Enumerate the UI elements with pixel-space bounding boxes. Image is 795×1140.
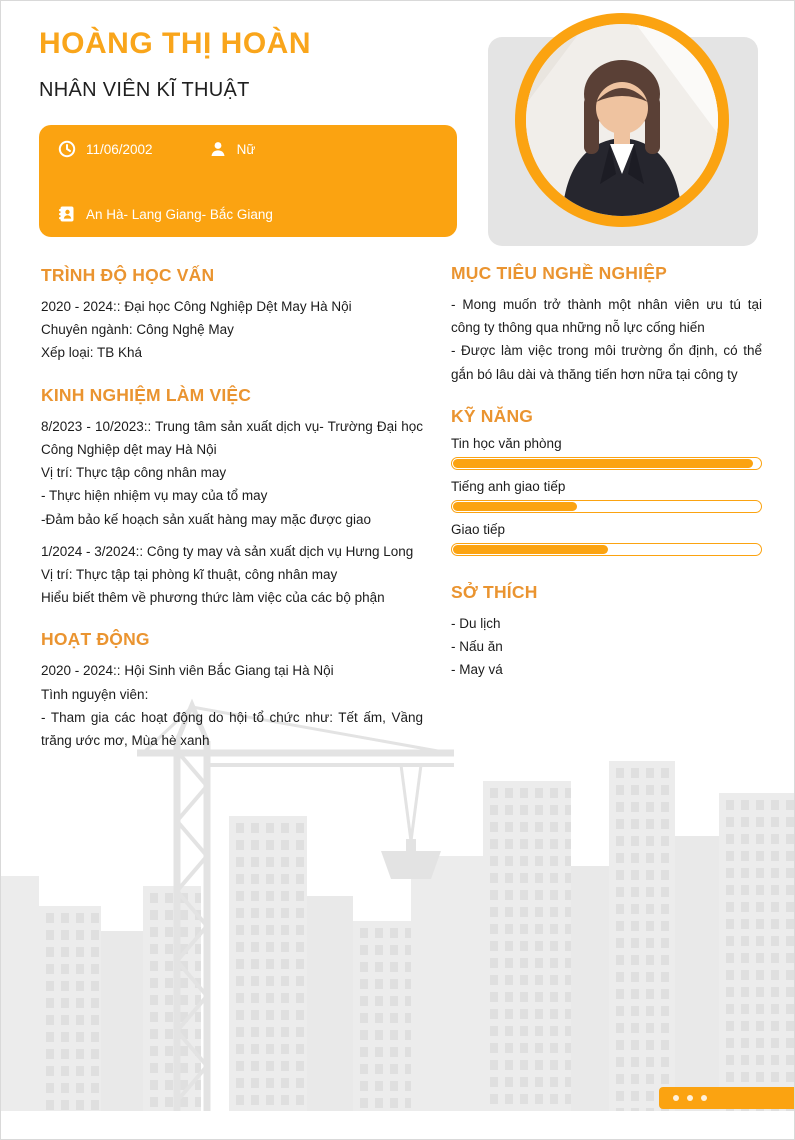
person-icon <box>209 140 227 158</box>
contact-card <box>39 125 457 237</box>
hobby-line: - Nấu ăn <box>451 639 503 655</box>
activity-line: - Tham gia các hoạt động do hội tổ chức như: Tết ấm, Vầng trăng ước mơ, Mùa hè xanh <box>41 709 423 749</box>
page-title: HOÀNG THỊ HOÀN <box>39 27 311 60</box>
job-title: NHÂN VIÊN KĨ THUẬT <box>39 79 250 101</box>
building <box>675 836 719 1111</box>
building <box>39 906 101 1111</box>
skill-label: Tiếng anh giao tiếp <box>451 478 566 494</box>
skill-item <box>451 479 762 513</box>
hobbies-heading: SỞ THÍCH <box>451 581 538 602</box>
section-education <box>41 265 423 365</box>
experience-period: 1/2024 - 3/2024:: Công ty may và sản xuất dịch vụ Hưng Long <box>41 543 414 559</box>
address-book-icon <box>58 205 76 223</box>
experience-heading: KINH NGHIỆM LÀM VIỆC <box>41 384 252 405</box>
skill-bar-fill <box>453 459 753 468</box>
skill-label: Tin học văn phòng <box>451 435 562 451</box>
section-experience <box>41 385 423 610</box>
building <box>609 761 675 1111</box>
skill-bar <box>451 543 762 556</box>
education-line: Chuyên ngành: Công Nghệ May <box>41 322 234 338</box>
experience-period: 8/2023 - 10/2023:: Trung tâm sản xuất dịch vụ- Trường Đại học Công Nghiệp dệt may Hà Nội <box>41 418 423 457</box>
avatar <box>526 24 718 216</box>
birth-date: 11/06/2002 <box>86 141 153 157</box>
clock-icon <box>58 140 76 158</box>
experience-detail: Vị trí: Thực tập tại phòng kĩ thuật, công nhân may <box>41 566 338 582</box>
section-hobbies <box>451 582 762 682</box>
experience-detail: -Đảm bảo kế hoạch sản xuất hàng may mặc được giao <box>41 511 372 527</box>
profile-photo <box>515 13 729 227</box>
section-activities <box>41 629 423 752</box>
left-column <box>41 265 423 772</box>
footer-accent-bar <box>659 1087 794 1109</box>
contact-row <box>58 205 273 223</box>
gender-item <box>209 140 256 158</box>
activity-line: Tình nguyện viên: <box>41 686 149 702</box>
objective-line: - Được làm việc trong môi trường ổn định, có thể gắn bó lâu dài và thăng tiến hơn nữa tại công ty <box>451 343 762 382</box>
building <box>571 866 609 1111</box>
skill-bar <box>451 500 762 513</box>
building <box>1 876 39 1111</box>
hobby-line: - Du lịch <box>451 615 501 631</box>
contact-row <box>58 140 255 158</box>
activities-heading: HOẠT ĐỘNG <box>41 629 150 650</box>
right-column <box>451 263 762 702</box>
skill-bar-fill <box>453 502 577 511</box>
skill-item <box>451 436 762 470</box>
address: An Hà- Lang Giang- Bắc Giang <box>86 206 273 222</box>
experience-detail: Hiểu biết thêm về phương thức làm việc của các bộ phận <box>41 590 385 606</box>
hobby-line: - May vá <box>451 662 503 678</box>
skills-heading: KỸ NĂNG <box>451 405 534 426</box>
section-skills <box>451 406 762 556</box>
section-objective <box>451 263 762 386</box>
skill-bar-fill <box>453 545 608 554</box>
building <box>719 793 795 1111</box>
objective-heading: MỤC TIÊU NGHỀ NGHIỆP <box>451 263 667 283</box>
education-heading: TRÌNH ĐỘ HỌC VẤN <box>41 265 215 285</box>
building <box>483 781 571 1111</box>
skill-item <box>451 522 762 556</box>
education-line: Xếp loại: TB Khá <box>41 345 143 361</box>
skill-label: Giao tiếp <box>451 521 506 537</box>
objective-line: - Mong muốn trở thành một nhân viên ưu tú tại công ty thông qua những nỗ lực cống hiến <box>451 297 762 336</box>
experience-detail: - Thực hiện nhiệm vụ may của tổ may <box>41 488 268 504</box>
birth-date-item <box>58 140 153 158</box>
experience-detail: Vị trí: Thực tập công nhân may <box>41 465 227 481</box>
education-line: 2020 - 2024:: Đại học Công Nghiệp Dệt May Hà Nội <box>41 299 352 314</box>
skill-bar <box>451 457 762 470</box>
address-item <box>58 205 273 223</box>
gender: Nữ <box>236 141 256 157</box>
activity-line: 2020 - 2024:: Hội Sinh viên Bắc Giang tại Hà Nội <box>41 663 334 679</box>
